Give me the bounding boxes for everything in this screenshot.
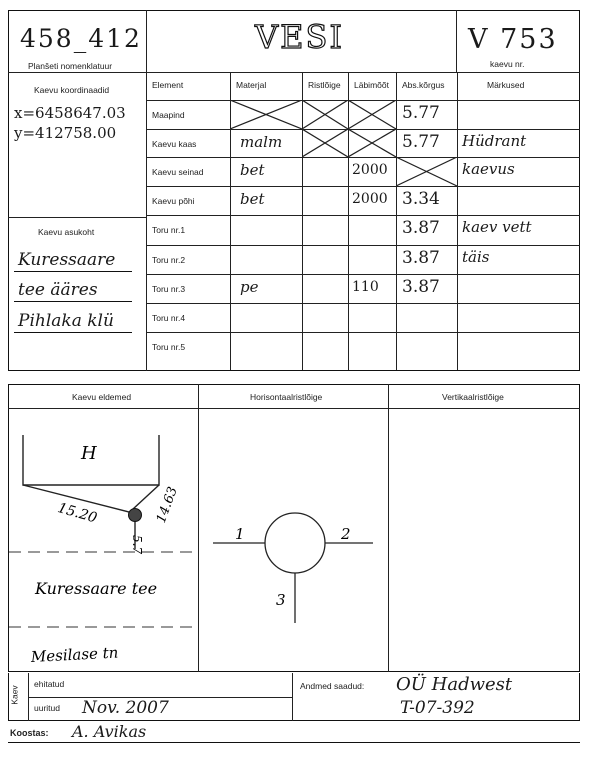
well-number-value: V 753 (468, 24, 558, 55)
data-source-label: Andmed saadud: (300, 681, 365, 691)
sketch-h-label: H (81, 443, 97, 464)
row-material: bet (240, 190, 265, 208)
row-material: malm (240, 133, 283, 151)
crossed-out-cell (302, 129, 348, 157)
sketch-vertical: 5.7 (130, 535, 144, 555)
table-header-element: Element (152, 80, 184, 90)
row-height: 3.87 (402, 277, 440, 297)
section-left-title: Kaevu eldemed (72, 392, 132, 402)
crossed-out-cell (348, 129, 396, 157)
sketch-distance-1: 15.20 (55, 500, 99, 527)
row-diameter: 2000 (352, 162, 388, 178)
crossed-out-cell (348, 100, 396, 129)
built-label: ehitatud (34, 679, 65, 689)
row-notes: kaev vett (462, 218, 532, 236)
row-height: 5.77 (402, 103, 440, 123)
pipe-2-label: 2 (341, 525, 351, 543)
row-element-label: Kaevu kaas (152, 139, 197, 149)
row-height: 3.87 (402, 218, 440, 238)
sketch-street-2: Mesilase tn (30, 643, 119, 667)
row-notes: täis (462, 248, 490, 266)
coordinate-y: y=412758.00 (14, 124, 117, 142)
well-number-label: kaevu nr. (490, 59, 525, 69)
row-element-label: Kaevu seinad (152, 167, 204, 177)
row-height: 5.77 (402, 132, 440, 152)
data-source-value-2: T-07-392 (400, 698, 475, 718)
section-right-title: Vertikaalristlõige (442, 392, 504, 402)
section-middle-title: Horisontaalristlõige (250, 392, 323, 402)
row-diameter: 2000 (352, 191, 388, 207)
location-line-3: Pihlaka klü (18, 311, 114, 331)
coordinates-label: Kaevu koordinaadid (34, 85, 110, 95)
page-title: VESI (255, 18, 345, 56)
location-label: Kaevu asukoht (38, 227, 95, 237)
row-material: bet (240, 161, 265, 179)
location-sketch (9, 409, 198, 671)
location-line-1: Kuressaare (18, 250, 116, 270)
surveyed-value: Nov. 2007 (82, 698, 169, 718)
row-element-label: Kaevu põhi (152, 196, 195, 206)
kaev-label: Kaev (9, 685, 20, 705)
row-element-label: Toru nr.5 (152, 342, 186, 352)
data-source-value-1: OÜ Hadwest (396, 674, 513, 695)
row-notes: kaevus (462, 160, 515, 178)
pipe-3-label: 3 (276, 591, 286, 609)
row-element-label: Toru nr.4 (152, 313, 186, 323)
row-element-label: Toru nr.3 (152, 284, 186, 294)
row-height: 3.34 (402, 189, 440, 209)
location-line-2: tee ääres (18, 280, 98, 300)
crossed-out-cell (230, 100, 302, 129)
table-header-diameter: Läbimõõt (354, 80, 389, 90)
nomenclature-value: 458_412 (20, 24, 142, 53)
table-header-height: Abs.kõrgus (402, 80, 445, 90)
table-header-cross: Ristlõige (308, 80, 341, 90)
horizontal-section-drawing (199, 409, 388, 671)
compiler-label: Koostas: (10, 728, 49, 738)
crossed-out-cell (396, 157, 457, 186)
nomenclature-label: Planšeti nomenklatuur (28, 61, 113, 71)
row-height: 3.87 (402, 248, 440, 268)
surveyed-label: uuritud (34, 703, 60, 713)
row-element-label: Toru nr.2 (152, 255, 186, 265)
sketch-distance-2: 14.63 (153, 484, 181, 526)
table-header-material: Materjal (236, 80, 267, 90)
compiler-value: A. Avikas (72, 722, 147, 741)
sketch-street-1: Kuressaare tee (35, 579, 158, 598)
row-element-label: Toru nr.1 (152, 225, 186, 235)
coordinate-x: x=6458647.03 (14, 104, 126, 122)
crossed-out-cell (302, 100, 348, 129)
row-diameter: 110 (352, 279, 379, 295)
pipe-1-label: 1 (235, 525, 245, 543)
row-material: pe (240, 278, 259, 296)
table-header-notes: Märkused (487, 80, 525, 90)
row-notes: Hüdrant (462, 132, 527, 150)
row-element-label: Maapind (152, 110, 185, 120)
